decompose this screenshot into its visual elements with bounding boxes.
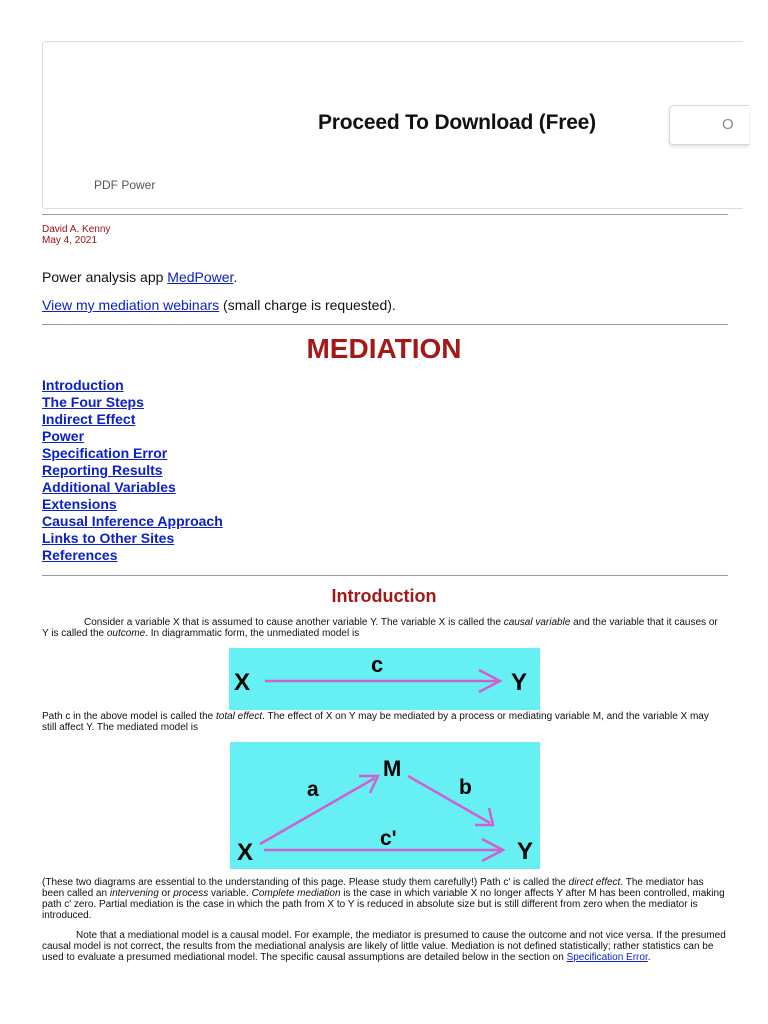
p1-text-2: and the variable that it causes or Y is called the (42, 617, 718, 639)
toc-item (42, 547, 223, 564)
page-title: MEDIATION (306, 333, 462, 364)
toc-link-additional-variables[interactable]: Additional Variables (42, 479, 176, 495)
toc-link-indirect-effect[interactable]: Indirect Effect (42, 411, 136, 427)
p3-em-1: direct effect (568, 877, 621, 888)
node-x-label: X (234, 669, 251, 696)
author-name: David A. Kenny (42, 224, 111, 235)
p2-text-1: Path c in the above model is called the (42, 711, 216, 722)
toc-link-references[interactable]: References (42, 547, 118, 563)
toc-item (42, 428, 223, 445)
toc-link-extensions[interactable]: Extensions (42, 496, 117, 512)
toc-link-power[interactable]: Power (42, 428, 85, 444)
divider (42, 214, 728, 215)
toc-item (42, 530, 223, 547)
p3-text-1: (These two diagrams are essential to the understanding of this page. Please study them carefully!) Path c' is called the (42, 877, 569, 888)
path-b-arrow (408, 776, 490, 823)
power-line (42, 269, 237, 285)
author-block (42, 224, 110, 246)
p4-text-1: Note that a mediational model is a causal model. For example, the mediator is presumed to cause the outcome and not vice versa. If the presumed causal model is not correct, the results from the mediational analysis are likely of little value. Mediation is not defined statistically; rather statistics can be used to evaluate a presumed mediational model. The specific causal assumptions are detailed below in the section on (42, 930, 726, 963)
divider (42, 575, 728, 576)
p1-text-1: Consider a variable X that is assumed to cause another variable Y. The variable X is called the (84, 617, 504, 628)
path-b-label: b (459, 776, 472, 799)
toc-item (42, 496, 223, 513)
p1-em-1: causal variable (503, 617, 571, 628)
paragraph-2 (42, 711, 726, 733)
unmediated-model-diagram (229, 648, 540, 710)
node-x-label: X (237, 839, 254, 866)
toc-item (42, 513, 223, 530)
side-button-label: O (722, 116, 734, 133)
webinar-suffix: (small charge is requested). (219, 297, 396, 313)
webinars-link[interactable]: View my mediation webinars (42, 297, 220, 313)
path-c-label: c (371, 652, 384, 677)
unmediated-model-svg (229, 648, 540, 710)
power-prefix: Power analysis app (42, 269, 168, 285)
p4-text-2: . (647, 952, 651, 963)
source-label: PDF Power (94, 178, 156, 192)
toc-item (42, 411, 223, 428)
p2-em-1: total effect (216, 711, 263, 722)
p3-text-3: or (158, 888, 174, 899)
toc-item (42, 377, 223, 394)
toc-item (42, 479, 223, 496)
toc-link-specification-error[interactable]: Specification Error (42, 445, 168, 461)
proceed-to-download-link[interactable]: Proceed To Download (Free) (318, 111, 596, 134)
divider (42, 324, 728, 325)
table-of-contents (42, 377, 223, 564)
path-c-prime-label: c' (380, 827, 397, 850)
p3-text-5: is the case in which variable X no longer affects Y after M has been controlled, making path c' zero. Partial mediation is the case in which the path from X to Y is reduced in absolute size but is still different from zero when the mediator is introduced. (42, 888, 725, 921)
p2-text-2: . The effect of X on Y may be mediated by a process or mediating variable M, and the variable X may still affect Y. The mediated model is (42, 711, 709, 733)
paragraph-1 (42, 617, 726, 639)
p3-text-4: variable. (208, 888, 252, 899)
p3-em-4: Complete mediation (251, 888, 341, 899)
toc-item (42, 462, 223, 479)
toc-item (42, 445, 223, 462)
mediated-model-svg (230, 742, 540, 869)
node-y-label: Y (517, 838, 534, 865)
toc-link-reporting-results[interactable]: Reporting Results (42, 462, 163, 478)
webinar-line (42, 297, 396, 313)
node-y-label: Y (511, 669, 528, 696)
toc-link-other-sites[interactable]: Links to Other Sites (42, 530, 175, 546)
toc-link-four-steps[interactable]: The Four Steps (42, 394, 144, 410)
toc-link-introduction[interactable]: Introduction (42, 377, 124, 393)
p3-text-2: . The mediator has been called an (42, 877, 704, 899)
p1-em-2: outcome (106, 628, 146, 639)
side-button[interactable] (669, 105, 749, 145)
author-date: May 4, 2021 (42, 235, 98, 246)
p3-em-2: intervening (109, 888, 159, 899)
node-m-label: M (383, 756, 402, 781)
medpower-link[interactable]: MedPower (167, 269, 234, 285)
paragraph-4 (42, 930, 726, 963)
specification-error-link[interactable]: Specification Error (566, 952, 648, 963)
mediated-model-diagram (230, 742, 540, 869)
path-a-label: a (307, 778, 319, 801)
paragraph-3 (42, 877, 726, 921)
p1-text-3: . In diagrammatic form, the unmediated model is (145, 628, 360, 639)
toc-item (42, 394, 223, 411)
section-title-introduction: Introduction (331, 586, 437, 606)
toc-link-causal-inference[interactable]: Causal Inference Approach (42, 513, 223, 529)
p3-em-3: process (173, 888, 209, 899)
power-suffix: . (233, 269, 238, 285)
